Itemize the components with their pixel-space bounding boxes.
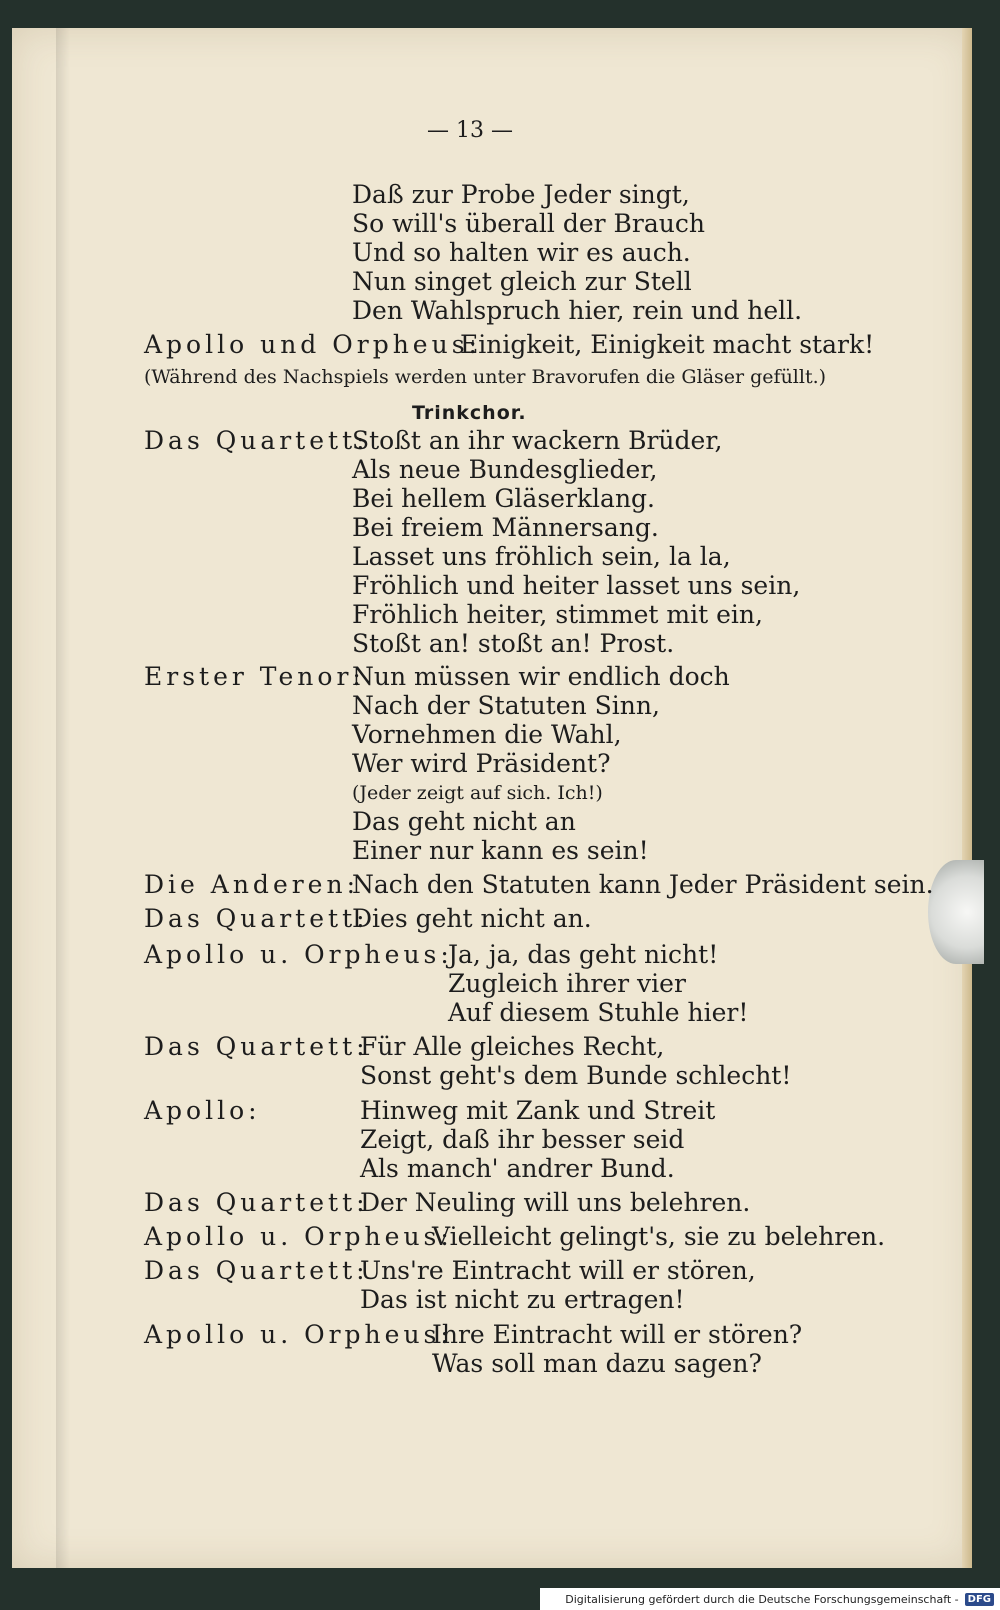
verse-line: Einigkeit, Einigkeit macht stark! <box>460 330 875 359</box>
verse-line: Fröhlich heiter, stimmet mit ein, <box>352 600 763 629</box>
verse-line: Nach den Statuten kann Jeder Präsident sein. <box>352 870 934 899</box>
section-heading: Trinkchor. <box>412 402 527 424</box>
verse-line: Wer wird Präsident? <box>352 749 611 778</box>
digitization-footer <box>540 1588 1000 1610</box>
speaker-label: Apollo u. Orpheus: <box>144 1222 453 1251</box>
speaker-label: Das Quartett: <box>144 1032 369 1061</box>
page-number: — 13 — <box>427 118 513 143</box>
verse-line: Stoßt an ihr wackern Brüder, <box>352 426 723 455</box>
verse-line: Ja, ja, das geht nicht! <box>448 940 719 969</box>
verse-line: So will's überall der Brauch <box>352 209 705 238</box>
verse-line: Und so halten wir es auch. <box>352 238 691 267</box>
verse-line: Vielleicht gelingt's, sie zu belehren. <box>432 1222 886 1251</box>
speaker-label: Apollo u. Orpheus: <box>144 1320 453 1349</box>
verse-line: Für Alle gleiches Recht, <box>360 1032 665 1061</box>
verse-line: Ihre Eintracht will er stören? <box>432 1320 803 1349</box>
verse-line: Daß zur Probe Jeder singt, <box>352 180 690 209</box>
footer-credit: Digitalisierung gefördert durch die Deutsche Forschungsgemeinschaft - <box>565 1592 959 1606</box>
speaker-label: Apollo u. Orpheus: <box>144 940 453 969</box>
verse-line: Uns're Eintracht will er stören, <box>360 1256 756 1285</box>
book-page <box>12 28 972 1568</box>
verse-line: Zeigt, daß ihr besser seid <box>360 1125 685 1154</box>
speaker-label: Das Quartett: <box>144 904 369 933</box>
speaker-label: Das Quartett: <box>144 1188 369 1217</box>
verse-line: Nun müssen wir endlich doch <box>352 662 730 691</box>
verse-line: Was soll man dazu sagen? <box>432 1349 762 1378</box>
speaker-label: Die Anderen: <box>144 870 360 899</box>
verse-line: Bei freiem Männersang. <box>352 513 659 542</box>
verse-line: Vornehmen die Wahl, <box>352 720 622 749</box>
verse-line: Stoßt an! stoßt an! Prost. <box>352 629 675 658</box>
verse-line: Als manch' andrer Bund. <box>360 1154 675 1183</box>
verse-line: Hinweg mit Zank und Streit <box>360 1096 716 1125</box>
verse-line: Sonst geht's dem Bunde schlecht! <box>360 1061 792 1090</box>
speaker-label: Apollo: <box>144 1096 261 1125</box>
verse-line: Nach der Statuten Sinn, <box>352 691 660 720</box>
verse-line: Dies geht nicht an. <box>352 904 592 933</box>
verse-line: Als neue Bundesglieder, <box>352 455 658 484</box>
verse-line: Zugleich ihrer vier <box>448 969 686 998</box>
speaker-label: Das Quartett: <box>144 426 369 455</box>
stage-direction: (Während des Nachspiels werden unter Bravorufen die Gläser gefüllt.) <box>144 366 827 388</box>
verse-line: Das ist nicht zu ertragen! <box>360 1285 685 1314</box>
speaker-label: Das Quartett: <box>144 1256 369 1285</box>
verse-line: Einer nur kann es sein! <box>352 836 649 865</box>
verse-line: Den Wahlspruch hier, rein und hell. <box>352 296 803 325</box>
dfg-logo: DFG <box>965 1593 994 1606</box>
verse-line: Auf diesem Stuhle hier! <box>448 998 749 1027</box>
verse-line: Nun singet gleich zur Stell <box>352 267 692 296</box>
verse-line: Der Neuling will uns belehren. <box>360 1188 751 1217</box>
speaker-label: Erster Tenor: <box>144 662 365 691</box>
stage-direction: (Jeder zeigt auf sich. Ich!) <box>352 782 603 804</box>
speaker-label: Apollo und Orpheus: <box>144 330 481 359</box>
verse-line: Das geht nicht an <box>352 807 576 836</box>
verse-line: Bei hellem Gläserklang. <box>352 484 655 513</box>
verse-line: Fröhlich und heiter lasset uns sein, <box>352 571 801 600</box>
verse-line: Lasset uns fröhlich sein, la la, <box>352 542 731 571</box>
page-text <box>12 28 972 1568</box>
